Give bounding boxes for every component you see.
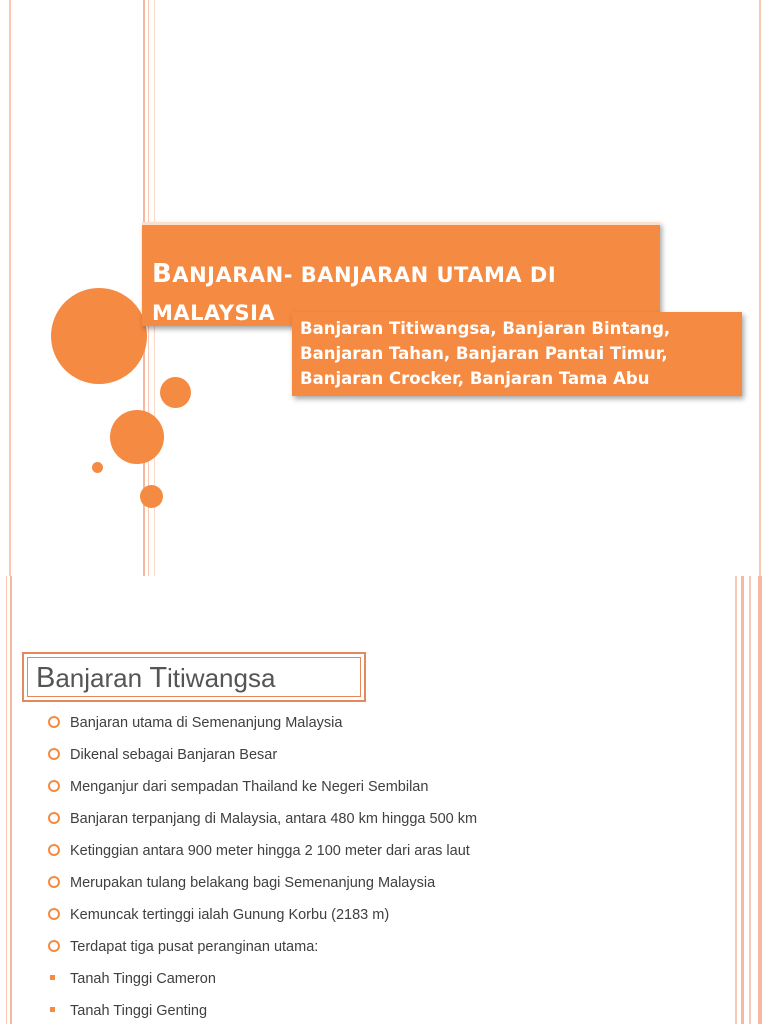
content-slide xyxy=(0,576,768,1024)
subtitle-line-3: Banjaran Crocker, Banjaran Tama Abu xyxy=(300,369,650,388)
bullet-text: Dikenal sebagai Banjaran Besar xyxy=(70,747,278,763)
square-bullet-icon xyxy=(50,1007,55,1012)
list-item xyxy=(48,714,728,746)
decor-circle-small-2 xyxy=(140,485,163,508)
heading-box xyxy=(22,652,366,702)
right-stripe xyxy=(759,0,761,576)
bullet-text: Kemuncak tertinggi ialah Gunung Korbu (2183 m) xyxy=(70,907,390,923)
right-stripe-c xyxy=(749,576,751,1024)
right-stripe-a xyxy=(735,576,737,1024)
circle-bullet-icon xyxy=(48,812,60,824)
list-item xyxy=(48,746,728,778)
subtitle-line-2: Banjaran Tahan, Banjaran Pantai Timur, xyxy=(300,344,668,363)
heading-initial-b: B xyxy=(36,662,56,694)
circle-bullet-icon xyxy=(48,748,60,760)
decor-circle-small-1 xyxy=(160,377,191,408)
bullet-text: Menganjur dari sempadan Thailand ke Negeri Sembilan xyxy=(70,779,429,795)
list-item xyxy=(48,874,728,906)
left-stripe-a xyxy=(6,576,7,1024)
circle-bullet-icon xyxy=(48,940,60,952)
bullet-text: Terdapat tiga pusat peranginan utama: xyxy=(70,939,319,955)
list-item xyxy=(48,970,728,1002)
circle-bullet-icon xyxy=(48,716,60,728)
circle-bullet-icon xyxy=(48,876,60,888)
bullet-text: Tanah Tinggi Cameron xyxy=(70,971,216,987)
square-bullet-icon xyxy=(50,975,55,980)
list-item xyxy=(48,778,728,810)
right-stripe-b xyxy=(741,576,744,1024)
circle-bullet-icon xyxy=(48,844,60,856)
bullet-text: Merupakan tulang belakang bagi Semenanjung Malaysia xyxy=(70,875,436,891)
list-item xyxy=(48,906,728,938)
title-box xyxy=(142,222,660,326)
left-stripe-b xyxy=(10,576,12,1024)
bullet-text: Banjaran terpanjang di Malaysia, antara 480 km hingga 500 km xyxy=(70,811,478,827)
title-line1: ANJARAN- BANJARAN UTAMA DI xyxy=(172,263,557,287)
subtitle-line-1: Banjaran Titiwangsa, Banjaran Bintang, xyxy=(300,319,671,338)
list-item xyxy=(48,938,728,970)
decor-circle-medium xyxy=(110,410,164,464)
list-item xyxy=(48,842,728,874)
title-line2: MALAYSIA xyxy=(152,301,276,325)
bullet-text: Ketinggian antara 900 meter hingga 2 100 meter dari aras laut xyxy=(70,843,470,859)
left-stripe-1 xyxy=(9,0,11,576)
heading-rest: itiwangsa xyxy=(167,663,276,693)
circle-bullet-icon xyxy=(48,908,60,920)
decor-circle-large xyxy=(51,288,147,384)
right-stripe-d xyxy=(758,576,762,1024)
title-initial: B xyxy=(152,259,173,289)
heading-mid: anjaran xyxy=(55,663,150,693)
heading-initial-t: T xyxy=(149,662,168,694)
slide-heading xyxy=(36,662,275,694)
bullet-text: Tanah Tinggi Genting xyxy=(70,1003,208,1019)
bullet-text: Banjaran utama di Semenanjung Malaysia xyxy=(70,715,343,731)
subtitle-box xyxy=(292,312,742,396)
circle-bullet-icon xyxy=(48,780,60,792)
decor-circle-tiny xyxy=(92,462,103,473)
list-item xyxy=(48,810,728,842)
bullet-list xyxy=(48,714,728,1024)
list-item xyxy=(48,1002,728,1024)
